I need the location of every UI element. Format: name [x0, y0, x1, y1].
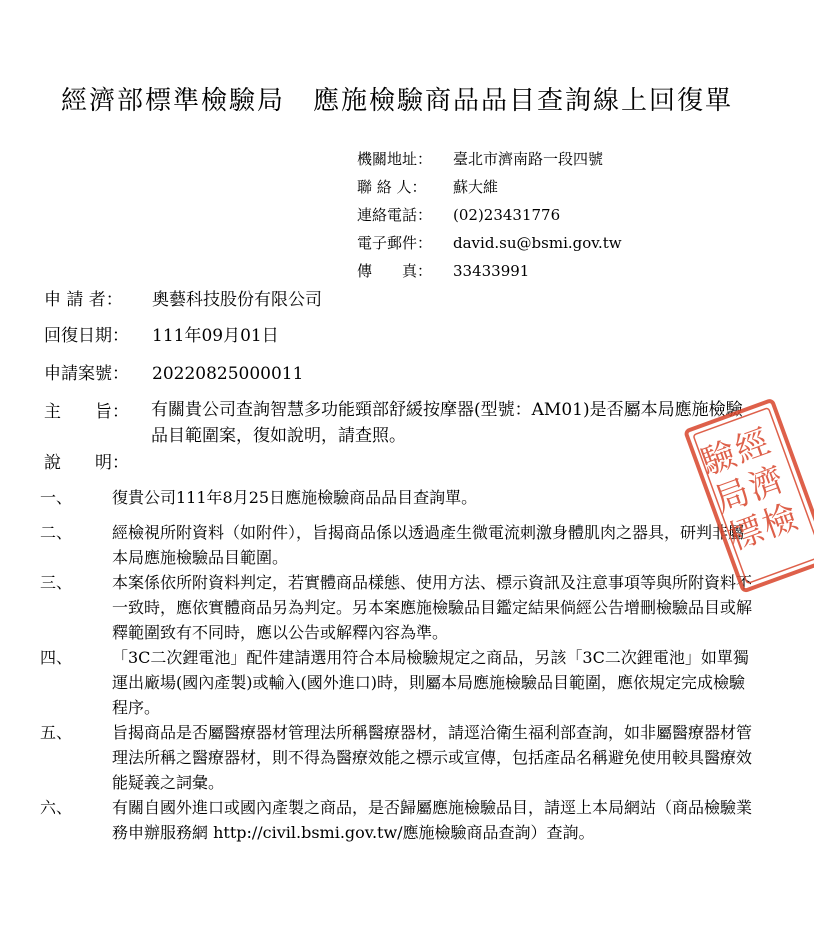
- reply-date-field: [44, 321, 279, 346]
- item-number: 二、: [40, 523, 73, 542]
- contact-person-row: [357, 176, 622, 204]
- case-number-value: 20220825000011: [152, 364, 304, 384]
- contact-block: [357, 148, 622, 288]
- item-text: 復貴公司111年8月25日應施檢驗商品品目查詢單。: [112, 488, 478, 507]
- item-text: 「3C二次鋰電池」配件建請選用符合本局檢驗規定之商品，另該「3C二次鋰電池」如單獨運出廠場(國內產製)或輸入(國外進口)時，則屬本局應施檢驗品目範圍，應依規定完成檢驗程序。: [112, 648, 749, 717]
- phone-label: 連絡電話：: [357, 206, 433, 224]
- item-number: 三、: [40, 573, 73, 592]
- item-number: 四、: [40, 648, 73, 667]
- seal-glyph: 檢: [757, 496, 803, 547]
- email-value: david.su@bsmi.gov.tw: [453, 234, 622, 252]
- item-number: 五、: [40, 723, 73, 742]
- explanation-list: [40, 485, 755, 845]
- item-text: 有關自國外進口或國內產製之商品，是否歸屬應施檢驗品目，請逕上本局網站（商品檢驗業務申辦服務網 http://civil.bsmi.gov.tw/應施檢驗商品查詢）查詢。: [112, 798, 753, 842]
- applicant-label: 申 請 者：: [44, 290, 123, 310]
- item-text: 旨揭商品是否屬醫療器材管理法所稱醫療器材，請逕洽衛生福利部查詢，如非屬醫療器材管理法所稱之醫療器材，則不得為醫療效能之標示或宣傳，包括產品名稱避免使用較具醫療效能疑義之詞彙。: [112, 723, 753, 792]
- contact-email-row: [357, 232, 622, 260]
- list-item: [40, 645, 755, 720]
- item-number: 六、: [40, 798, 73, 817]
- fax-value: 33433991: [453, 262, 530, 280]
- seal-glyph: 局: [709, 471, 756, 521]
- item-text: 經檢視所附資料（如附件），旨揭商品係以透過產生微電流刺激身體肌肉之器具，研判非屬本局應施檢驗品目範圍。: [112, 523, 745, 567]
- case-number-label: 申請案號：: [44, 364, 129, 384]
- address-value: 臺北市濟南路一段四號: [453, 150, 604, 168]
- applicant-value: 奧藝科技股份有限公司: [152, 290, 322, 310]
- contact-address-row: [357, 148, 622, 176]
- phone-value: (02)23431776: [453, 206, 561, 224]
- contact-phone-row: [357, 204, 622, 232]
- address-label: 機關地址：: [357, 150, 433, 168]
- case-number-field: [44, 359, 303, 384]
- subject-text: 有關貴公司查詢智慧多功能頸部舒緩按摩器(型號：AM01)是否屬本局應施檢驗品目範圍案，復如說明，請查照。: [151, 400, 743, 446]
- email-label: 電子郵件：: [357, 234, 433, 252]
- official-seal-stamp: [694, 392, 814, 602]
- reply-date-label: 回復日期：: [44, 326, 129, 346]
- contact-fax-row: [357, 260, 622, 288]
- item-number: 一、: [40, 488, 73, 507]
- page-title: 經濟部標準檢驗局 應施檢驗商品品目查詢線上回復單: [60, 86, 733, 116]
- seal-glyph: 驗: [695, 434, 742, 484]
- person-value: 蘇大維: [453, 178, 499, 196]
- list-item: [40, 720, 755, 795]
- list-item: [40, 520, 755, 570]
- list-item: [40, 795, 755, 845]
- person-label: 聯 絡 人：: [357, 178, 427, 196]
- seal-glyph: 經: [729, 421, 776, 472]
- reply-date-value: 111年09月01日: [152, 326, 279, 346]
- seal-glyph: 濟: [743, 459, 790, 509]
- seal-glyph: 標: [723, 509, 769, 559]
- applicant-field: [44, 285, 322, 310]
- list-item: [40, 485, 755, 510]
- explanation-label: 說 明：: [44, 453, 129, 473]
- fax-label: 傳 真：: [357, 262, 433, 280]
- item-text: 本案係依所附資料判定，若實體商品樣態、使用方法、標示資訊及注意事項等與所附資料不一致時，應依實體商品另為判定。另本案應施檢驗品目鑑定結果倘經公告增刪檢驗品目或解釋範圍致有不同時，應以公告或解釋內容為準。: [112, 573, 753, 642]
- list-item: [40, 570, 755, 645]
- subject-label: 主 旨：: [44, 402, 129, 422]
